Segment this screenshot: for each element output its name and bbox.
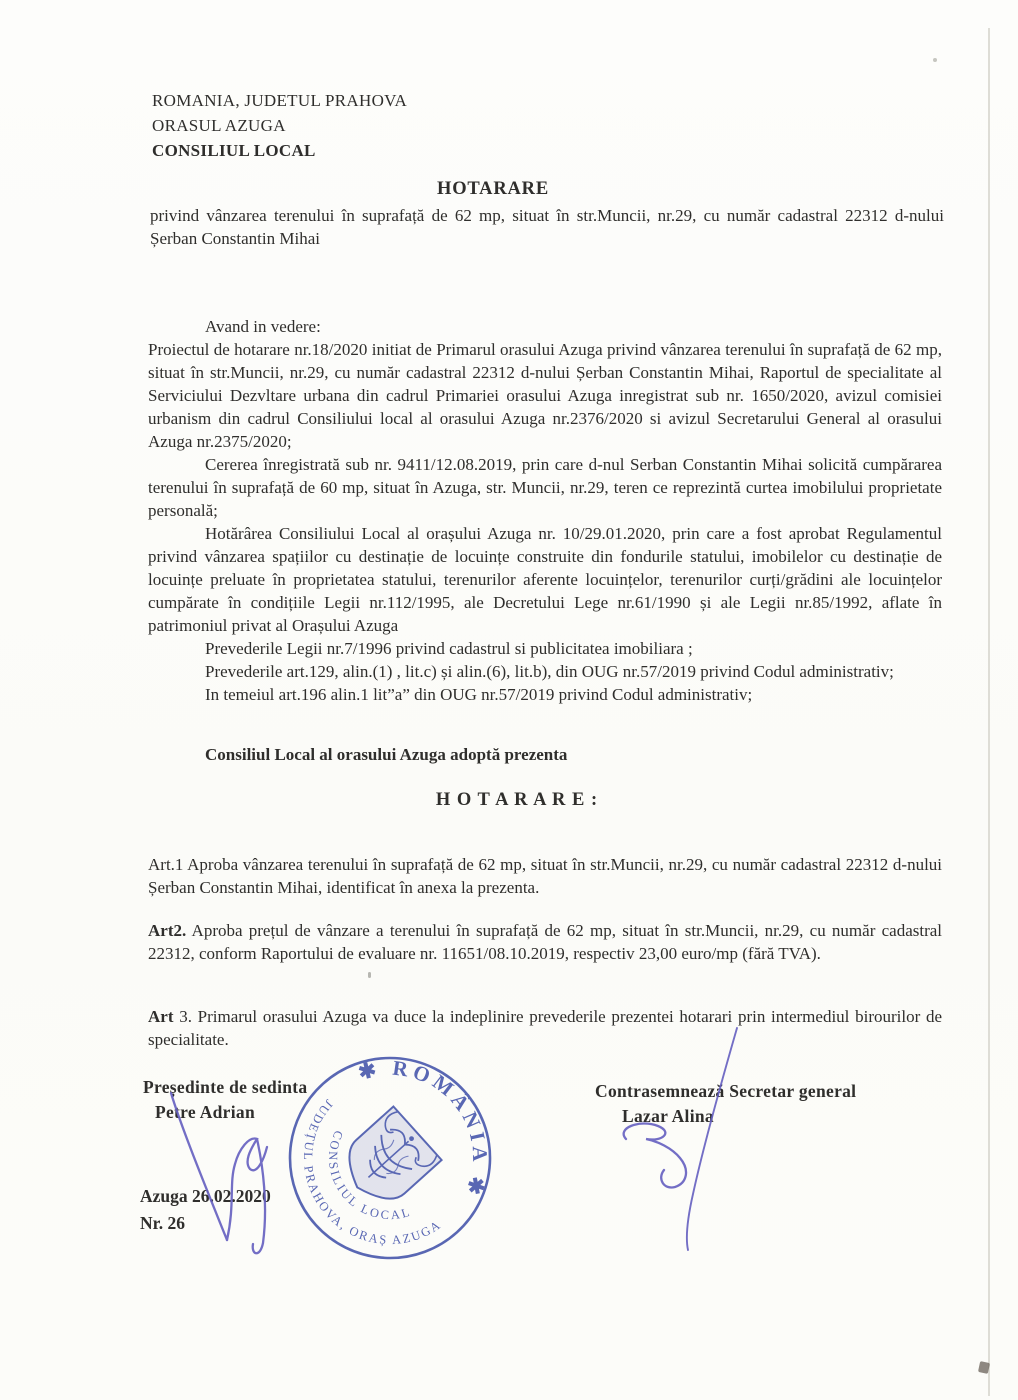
- secretary-role-label: Contrasemnează Secretar general: [595, 1081, 857, 1101]
- president-role-label: Președinte de sedinta: [143, 1077, 308, 1097]
- letterhead-city-line: ORASUL AZUGA: [152, 116, 286, 135]
- preamble-heading: Avand in vedere:: [205, 317, 321, 336]
- preamble-section: [148, 315, 942, 706]
- letterhead-council-line: CONSILIUL LOCAL: [152, 141, 316, 160]
- official-round-stamp: [283, 1051, 497, 1265]
- president-name: Petre Adrian: [155, 1102, 255, 1122]
- stamp-country-text: ✱ ROMÂNIA ✱: [355, 1055, 493, 1203]
- scan-page-edge: [988, 28, 990, 1396]
- article-2-text: Aproba prețul de vânzare a terenului în suprafață de 62 mp, situat în str.Muncii, nr.29, cu număr cadastral 22312, conform Raportului de evaluare nr. 11651/08.10.2019, respectiv 23,00 euro/mp (fără TVA).: [148, 921, 943, 963]
- article-3-text: 3. Primarul orasului Azuga va duce la indeplinire prevederile prezentei hotarari prin intermediul birourilor de specialitate.: [148, 1007, 942, 1049]
- issue-number: Nr. 26: [140, 1213, 186, 1233]
- secretary-name: Lazar Alina: [622, 1106, 714, 1126]
- recital-paragraph: Prevederile art.129, alin.(1) , lit.c) și alin.(6), lit.b), din OUG nr.57/2019 privind Codul administrativ;: [205, 662, 894, 681]
- article-2: [148, 919, 942, 965]
- recital-paragraph: Prevederile Legii nr.7/1996 privind cadastrul si publicitatea imobiliara ;: [205, 639, 693, 658]
- scan-artifact: [933, 58, 937, 62]
- letterhead: [152, 88, 407, 163]
- scan-artifact: [368, 972, 371, 978]
- enacting-title: H O T A R A R E :: [435, 790, 599, 810]
- stamp-council-text: CONSILIUL LOCAL: [325, 1128, 414, 1223]
- article-1-label: Art.1: [148, 855, 184, 874]
- letterhead-country-line: ROMANIA, JUDETUL PRAHOVA: [152, 91, 408, 110]
- article-1: [148, 853, 942, 899]
- adoption-line: Consiliul Local al orasului Azuga adoptă prezenta: [205, 745, 568, 764]
- stamp-county-text: JUDEȚUL PRAHOVA, ORAȘ AZUGA: [300, 1096, 445, 1248]
- document-title: HOTARARE: [437, 179, 549, 199]
- article-3-label: Art: [148, 1007, 174, 1026]
- article-3: [148, 1005, 942, 1051]
- secretary-signature: [624, 1028, 737, 1250]
- issue-place-date: Azuga 26.02.2020: [140, 1186, 271, 1206]
- document-subject: privind vânzarea terenului în suprafață de 62 mp, situat în str.Muncii, nr.29, cu număr cadastral 22312 d-nului Șerban Constantin Mihai: [150, 206, 944, 248]
- recital-paragraph: Cererea înregistrată sub nr. 9411/12.08.2019, prin care d-nul Serban Constantin Mihai solicită cumpărarea terenului în suprafață de 60 mp, situat în Azuga, str. Muncii, nr.29, teren ce reprezintă curtea imobilului proprietate personală;: [148, 455, 942, 520]
- article-2-label: Art2.: [148, 921, 187, 940]
- recital-paragraph: Proiectul de hotarare nr.18/2020 initiat de Primarul orasului Azuga privind vânzarea terenului în suprafață de 62 mp, situat în str.Muncii, nr.29, cu număr cadastral 22312 d-nului Șerban Constantin Mihai, Raportul de specialitate al Serviciului Dezvltare urbana din cadrul Primariei orasului Azuga inregistrat sub nr. 1650/2020, avizul comisiei urbanism din cadrul Consiliului local al orasului Azuga nr.2376/2020 si avizul Secretarului General al orasului Azuga nr.2375/2020;: [148, 340, 942, 451]
- article-1-text: Aproba vânzarea terenului în suprafață de 62 mp, situat în str.Muncii, nr.29, cu număr cadastral 22312 d-nului Șerban Constantin Mihai, identificat în anexa la prezenta.: [148, 855, 943, 897]
- recital-paragraph: Hotărârea Consiliului Local al orașului Azuga nr. 10/29.01.2020, prin care a fost aprobat Regulamentul privind vânzarea spațiilor cu destinație de locuințe construite din fondurile statului, imobilelor cu destinație de locuințe preluate în proprietatea statului, terenurilor aferente locuințelor, terenurilor curți/grădini ale locuințelor cumpărate în condițiile Legii nr.112/1995, ale Decretului Lege nr.61/1990 și ale Legii nr.85/1992, aflate în patrimoniul privat al Orașului Azuga: [148, 524, 942, 635]
- recital-paragraph: In temeiul art.196 alin.1 lit”a” din OUG nr.57/2019 privind Codul administrativ;: [205, 685, 753, 704]
